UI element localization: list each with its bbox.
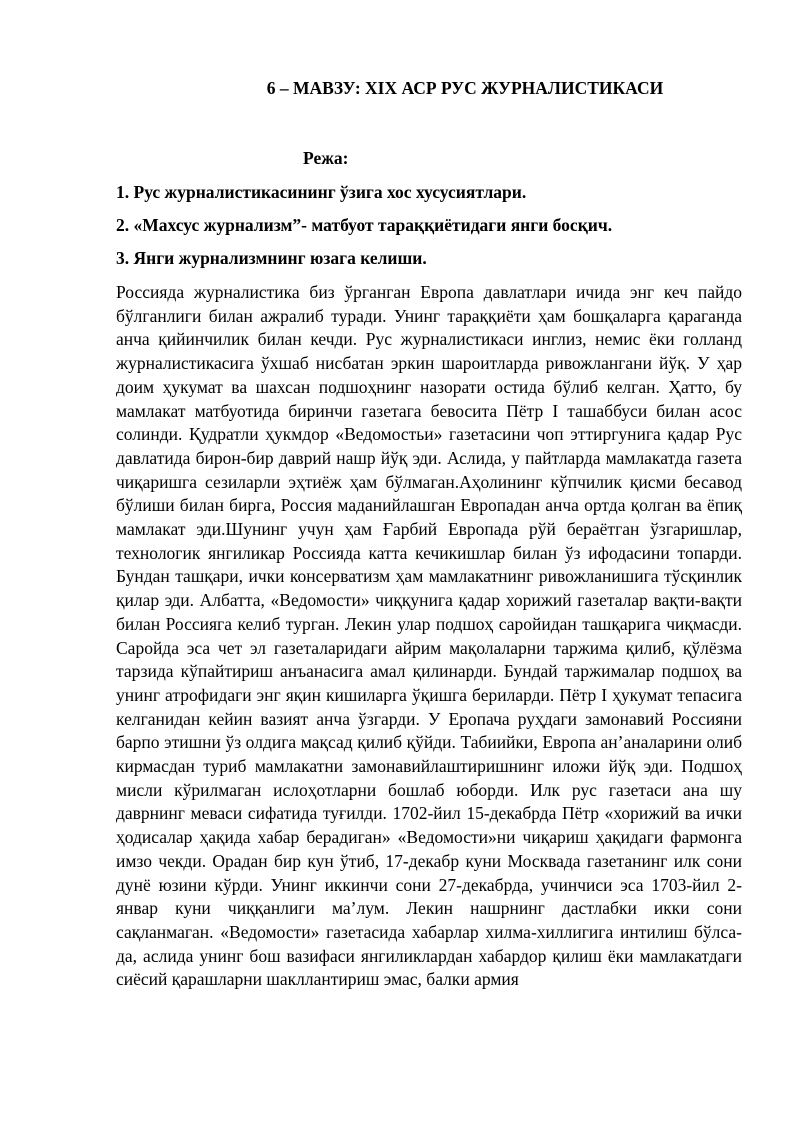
body-paragraph: Россияда журналистика биз ўрганган Европа давлатлари ичида энг кеч пайдо бўлганлиги билан ажралиб туради. Унинг тараққиёти ҳам бошқаларга қараганда анча қийинчилик билан кечди. Рус журналистикаси инглиз, немис ёки голланд журналистикасига ўхшаб нисбатан эркин шароитларда ривожлангани йўқ. У ҳар доим ҳукумат ва шахсан подшоҳнинг назорати остида бўлиб келган. Ҳатто, бу мамлакат матбуотида биринчи газетага бевосита Пётр I ташаббуси билан асос солинди. Қудратли ҳукмдор «Ведомостьи» газетасини чоп эттиргунига қадар Рус давлатида бирон-бир даврий нашр йўқ эди. Аслида, у пайтларда мамлакатда газета чиқаришга сезиларли эҳтиёж ҳам бўлмаган.Аҳолининг кўпчилик қисми бесавод бўлиши билан бирга, Россия маданийлашган Европадан анча ортда қолган ва ёпиқ мамлакат эди.Шунинг учун ҳам Ғарбий Европада рўй бераётган ўзгаришлар, технологик янгиликар Россияда катта кечикишлар билан ўз ифодасини топарди. Бундан ташқари, ички консерватизм ҳам мамлакатнинг ривожланишига тўсқинлик қилар эди. Албатта, «Ведомости» чиққунига қадар хорижий газеталар вақти-вақти билан Россияга келиб турган. Лекин улар подшоҳ саройидан ташқарига чиқмасди. Саройда эса чет эл газеталаридаги айрим мақолаларни таржима қилиб, қўлёзма тарзида кўпайтириш анъанасига амал қилинарди. Бундай таржималар подшоҳ ва унинг атрофидаги энг яқин кишиларга ўқишга бериларди. Пётр I ҳукумат тепасига келганидан кейин вазият анча ўзгарди. У Еропача руҳдаги замонавий Россияни барпо этишни ўз олдига мақсад қилиб қўйди. Табиийки, Европа ан’аналарини олиб кирмасдан туриб мамлакатни замонавийлаштиришнинг иложи йўқ эди. Подшоҳ мисли кўрилмаган ислоҳотларни бошлаб юборди. Илк рус газетаси ана шу даврнинг меваси сифатида туғилди. 1702-йил 15-декабрда Пётр «хорижий ва ички ҳодисалар ҳақида хабар берадиган» «Ведомости»ни чиқариш ҳақидаги фармонга имзо чекди. Орадан бир кун ўтиб, 17-декабр куни Москвада газетанинг илк сони дунё юзини кўрди. Унинг иккинчи сони 27-декабрда, учинчиси эса 1703-йил 2-январ куни чиққанлиги ма’лум. Лекин нашрнинг дастлабки икки сони сақланмаган. «Ведомости» газетасида хабарлар хилма-хиллигига интилиш бўлса-да, аслида унинг бош вазифаси янгиликлардан хабардор қилиш ёки мамлакатдаги сиёсий қарашларни шакллантириш эмас, балки армия — [116, 282, 742, 990]
plan-heading: Режа: — [303, 148, 349, 168]
plan-item-3: 3. Янги журнализмнинг юзага келиши. — [116, 248, 427, 268]
plan-item-1: 1. Рус журналистикасининг ўзига хос хусусиятлари. — [116, 182, 527, 202]
document-title: 6 – МАВЗУ: XIX АСР РУС ЖУРНАЛИСТИКАСИ — [266, 78, 664, 98]
plan-item-2: 2. «Махсус журнализм”- матбуот тараққиётидаги янги босқич. — [116, 215, 613, 235]
